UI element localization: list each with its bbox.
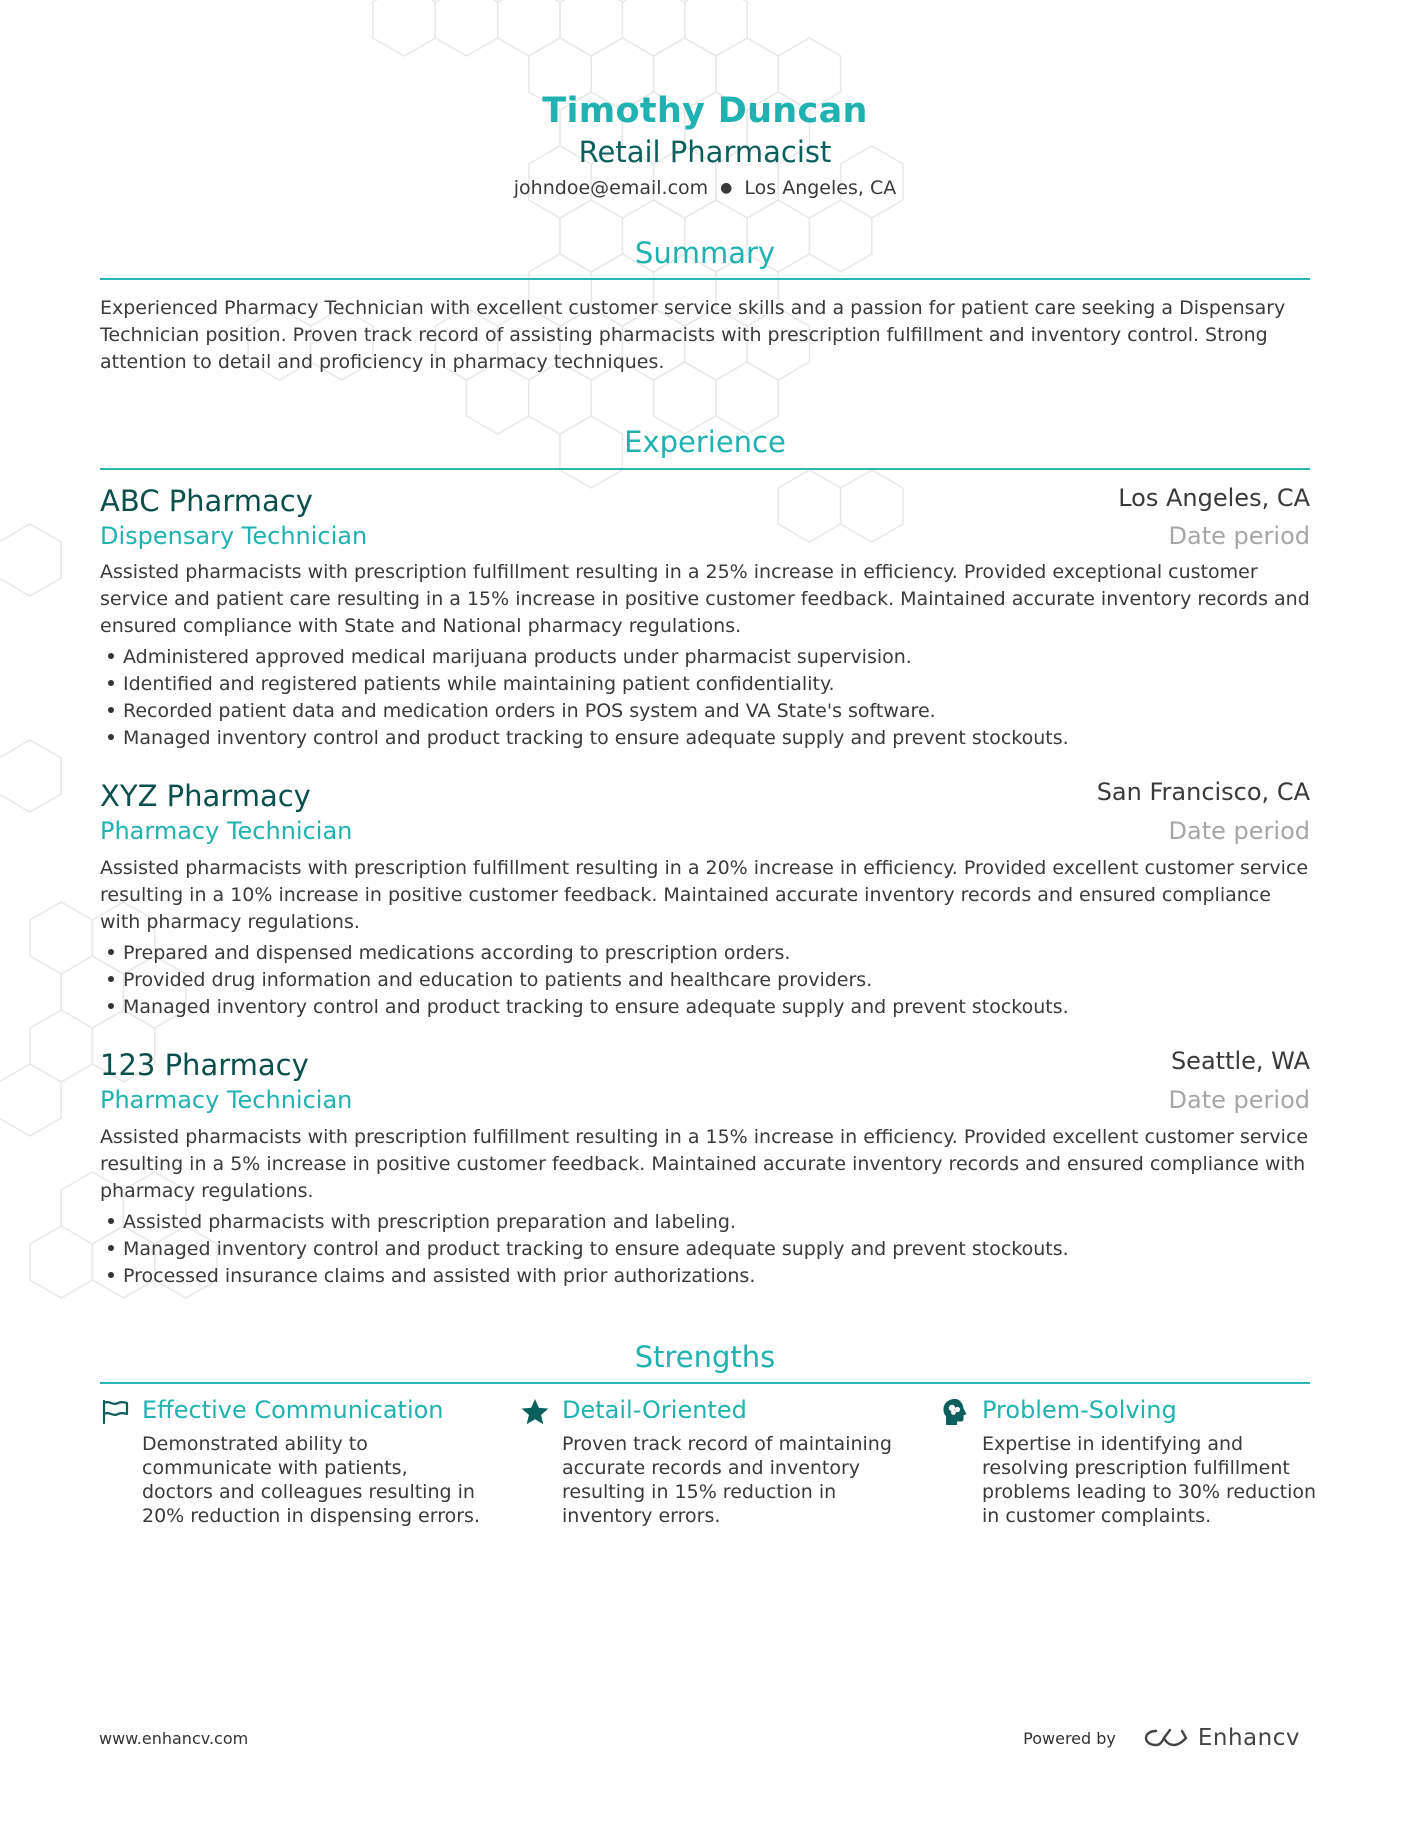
summary-divider [100,278,1310,280]
job-bullet: Recorded patient data and medication orders in POS system and VA State's software. [100,698,1310,725]
job-location: Seattle, WA [1170,1047,1310,1075]
strength-description: Expertise in identifying and resolving prescription fulfillment problems leading to 30% reduction in customer complaints. [982,1433,1317,1527]
job-bullet-list [100,1209,1310,1290]
powered-by-label: Powered by [1023,1728,1116,1748]
job-bullet: Provided drug information and education to patients and healthcare providers. [100,967,1310,994]
strength-description: Proven track record of maintaining accurate records and inventory resulting in 15% reduction in inventory errors. [562,1433,892,1527]
job-date: Date period [1168,522,1310,550]
job-bullet: Administered approved medical marijuana products under pharmacist supervision. [100,644,1310,671]
job-location: San Francisco, CA [1096,778,1310,806]
job-company: 123 Pharmacy [100,1048,309,1082]
experience-divider [100,468,1310,470]
job-bullet: Managed inventory control and product tracking to ensure adequate supply and prevent stockouts. [100,1236,1310,1263]
star-icon [520,1397,550,1427]
header-location: Los Angeles, CA [744,177,897,199]
email-link[interactable]: johndoe@email.com [513,177,709,199]
website-link[interactable]: www.enhancv.com [99,1729,249,1748]
job-description: Assisted pharmacists with prescription fulfillment resulting in a 25% increase in efficiency. Provided exceptional customer service and patient care resulting in a 15% increase in positive customer feedback. Maintained accurate inventory records and ensured compliance with State and National pharmacy regulations. [100,561,1310,637]
strength-title: Problem-Solving [982,1396,1177,1424]
summary-text: Experienced Pharmacy Technician with excellent customer service skills and a passion for patient care seeking a Dispensary Technician position. Proven track record of assisting pharmacists with prescription fulfillment and inventory control. Strong attention to detail and proficiency in pharmacy techniques. [100,297,1286,373]
enhancv-brand: Enhancv [1197,1725,1300,1751]
brain-head-icon [940,1397,970,1427]
strength-description: Demonstrated ability to communicate with patients, doctors and colleagues resulting in 20% reduction in dispensing errors. [142,1433,480,1527]
job-bullet: Assisted pharmacists with prescription preparation and labeling. [100,1209,1310,1236]
resume-header [0,88,1410,205]
job-bullet: Managed inventory control and product tracking to ensure adequate supply and prevent stockouts. [100,994,1310,1021]
job-bullet-list [100,644,1310,752]
candidate-name: Timothy Duncan [542,91,868,131]
summary-heading: Summary [634,236,776,270]
strengths-divider [100,1382,1310,1384]
strength-title: Detail-Oriented [562,1396,747,1424]
flag-icon [100,1397,130,1427]
job-bullet-list [100,940,1310,1021]
job-location: Los Angeles, CA [1118,484,1310,512]
job-company: XYZ Pharmacy [100,779,311,813]
job-role: Pharmacy Technician [100,1086,353,1114]
enhancv-logo-icon [1142,1726,1190,1750]
job-role: Pharmacy Technician [100,817,353,845]
job-description: Assisted pharmacists with prescription fulfillment resulting in a 20% increase in efficiency. Provided excellent customer service resulting in a 10% increase in positive customer feedback. Maintained accurate inventory records and ensured compliance with pharmacy regulations. [100,857,1309,933]
separator-dot: ● [720,180,733,196]
job-description: Assisted pharmacists with prescription fulfillment resulting in a 15% increase in efficiency. Provided excellent customer service resulting in a 5% increase in positive customer feedback. Maintained accurate inventory records and ensured compliance with pharmacy regulations. [100,1126,1309,1202]
job-bullet: Managed inventory control and product tracking to ensure adequate supply and prevent stockouts. [100,725,1310,752]
strength-title: Effective Communication [142,1396,444,1424]
job-bullet: Identified and registered patients while maintaining patient confidentiality. [100,671,1310,698]
experience-heading: Experience [624,425,786,459]
strengths-heading: Strengths [634,1340,776,1374]
job-date: Date period [1168,1086,1310,1114]
job-date: Date period [1168,817,1310,845]
job-company: ABC Pharmacy [100,484,313,518]
job-role: Dispensary Technician [100,522,368,550]
enhancv-logo [1142,1725,1300,1751]
contact-line [0,173,1410,205]
job-bullet: Processed insurance claims and assisted with prior authorizations. [100,1263,1310,1290]
job-bullet: Prepared and dispensed medications according to prescription orders. [100,940,1310,967]
candidate-title: Retail Pharmacist [578,135,832,169]
powered-by-badge[interactable] [1023,1720,1300,1756]
